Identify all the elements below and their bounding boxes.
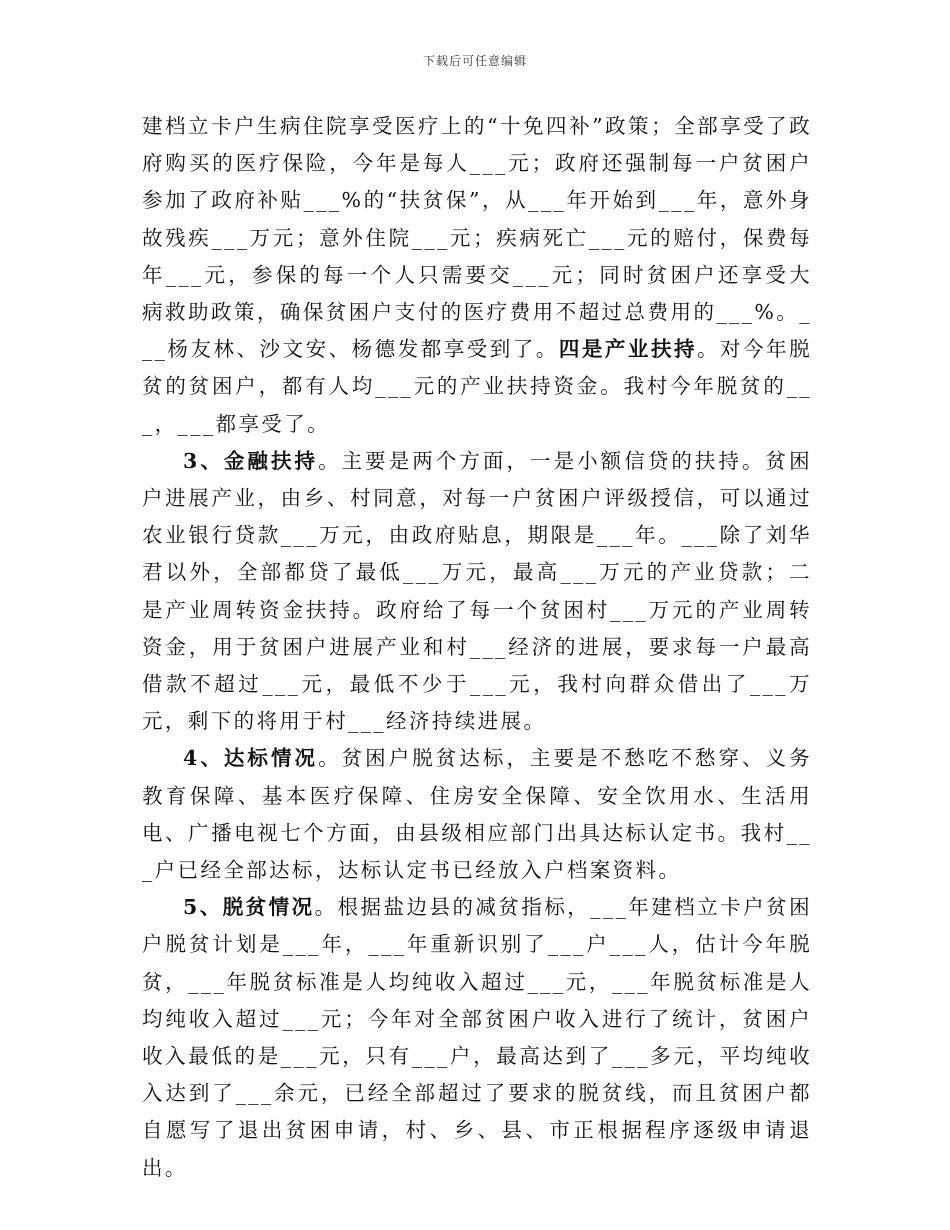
paragraph-text: 建档立卡户生病住院享受医疗上的“十免四补”政策；全部享受了政府购买的医疗保险，今年是每人___元；政府还强制每一户贫困户参加了政府补贴___%的“扶贫保”，从___年开始到___年，意外身故残疾___万元；意外住院___元；疾病死亡___元的赔付，保费每年___元，参保的每一个人只需要交___元；同时贫困户还享受大病救助政策，确保贫困户支付的医疗费用不超过总费用的___%。___杨友林、沙文安、杨德发都享受到了。 xyxy=(142,114,812,362)
paragraph-poverty-exit xyxy=(142,889,812,1187)
page-header: 下载后可任意编辑 xyxy=(422,54,527,68)
paragraph-standard-status xyxy=(142,740,812,889)
section-heading-3: 3、金融扶持 xyxy=(183,448,319,473)
paragraph-text: 。对今年脱贫的贫困户，都有人均___元的产业扶持资金。我村今年脱贫的___，___都享受了。 xyxy=(142,337,812,436)
section-heading-5: 5、脱贫情况 xyxy=(183,895,315,920)
paragraph-medical-insurance xyxy=(142,108,812,443)
paragraph-financial-support xyxy=(142,443,812,741)
paragraph-text: 。主要是两个方面，一是小额信贷的扶持。贫困户进展产业，由乡、村同意，对每一户贫困户评级授信，可以通过农业银行贷款___万元，由政府贴息，期限是___年。___除了刘华君以外，全部都贷了最低___万元，最高___万元的产业贷款；二是产业周转资金扶持。政府给了每一个贫困村___万元的产业周转资金，用于贫困户进展产业和村___经济的进展，要求每一户最高借款不超过___元，最低不少于___元，我村向群众借出了___万元，剩下的将用于村___经济持续进展。 xyxy=(142,448,812,734)
heading-industry-support: 四是产业扶持 xyxy=(558,337,697,362)
section-heading-4: 4、达标情况 xyxy=(183,746,319,771)
paragraph-text: 。根据盐边县的减贫指标，___年建档立卡户贫困户脱贫计划是___年，___年重新识别了___户___人，估计今年脱贫，___年脱贫标准是人均纯收入超过___元，___年脱贫标准是人均纯收入超过___元；今年对全部贫困户收入进行了统计，贫困户收入最低的是___元，只有___户，最高达到了___多元，平均纯收入达到了___余元，已经全部超过了要求的脱贫线，而且贫困户都自愿写了退出贫困申请，村、乡、县、市正根据程序逐级申请退出。 xyxy=(142,895,813,1180)
paragraph-text: 。贫困户脱贫达标，主要是不愁吃不愁穿、义务教育保障、基本医疗保障、住房安全保障、安全饮用水、生活用电、广播电视七个方面，由县级相应部门出具达标认定书。我村___户已经全部达标，达标认定书已经放入户档案资料。 xyxy=(142,746,812,883)
document-body xyxy=(142,108,812,1187)
